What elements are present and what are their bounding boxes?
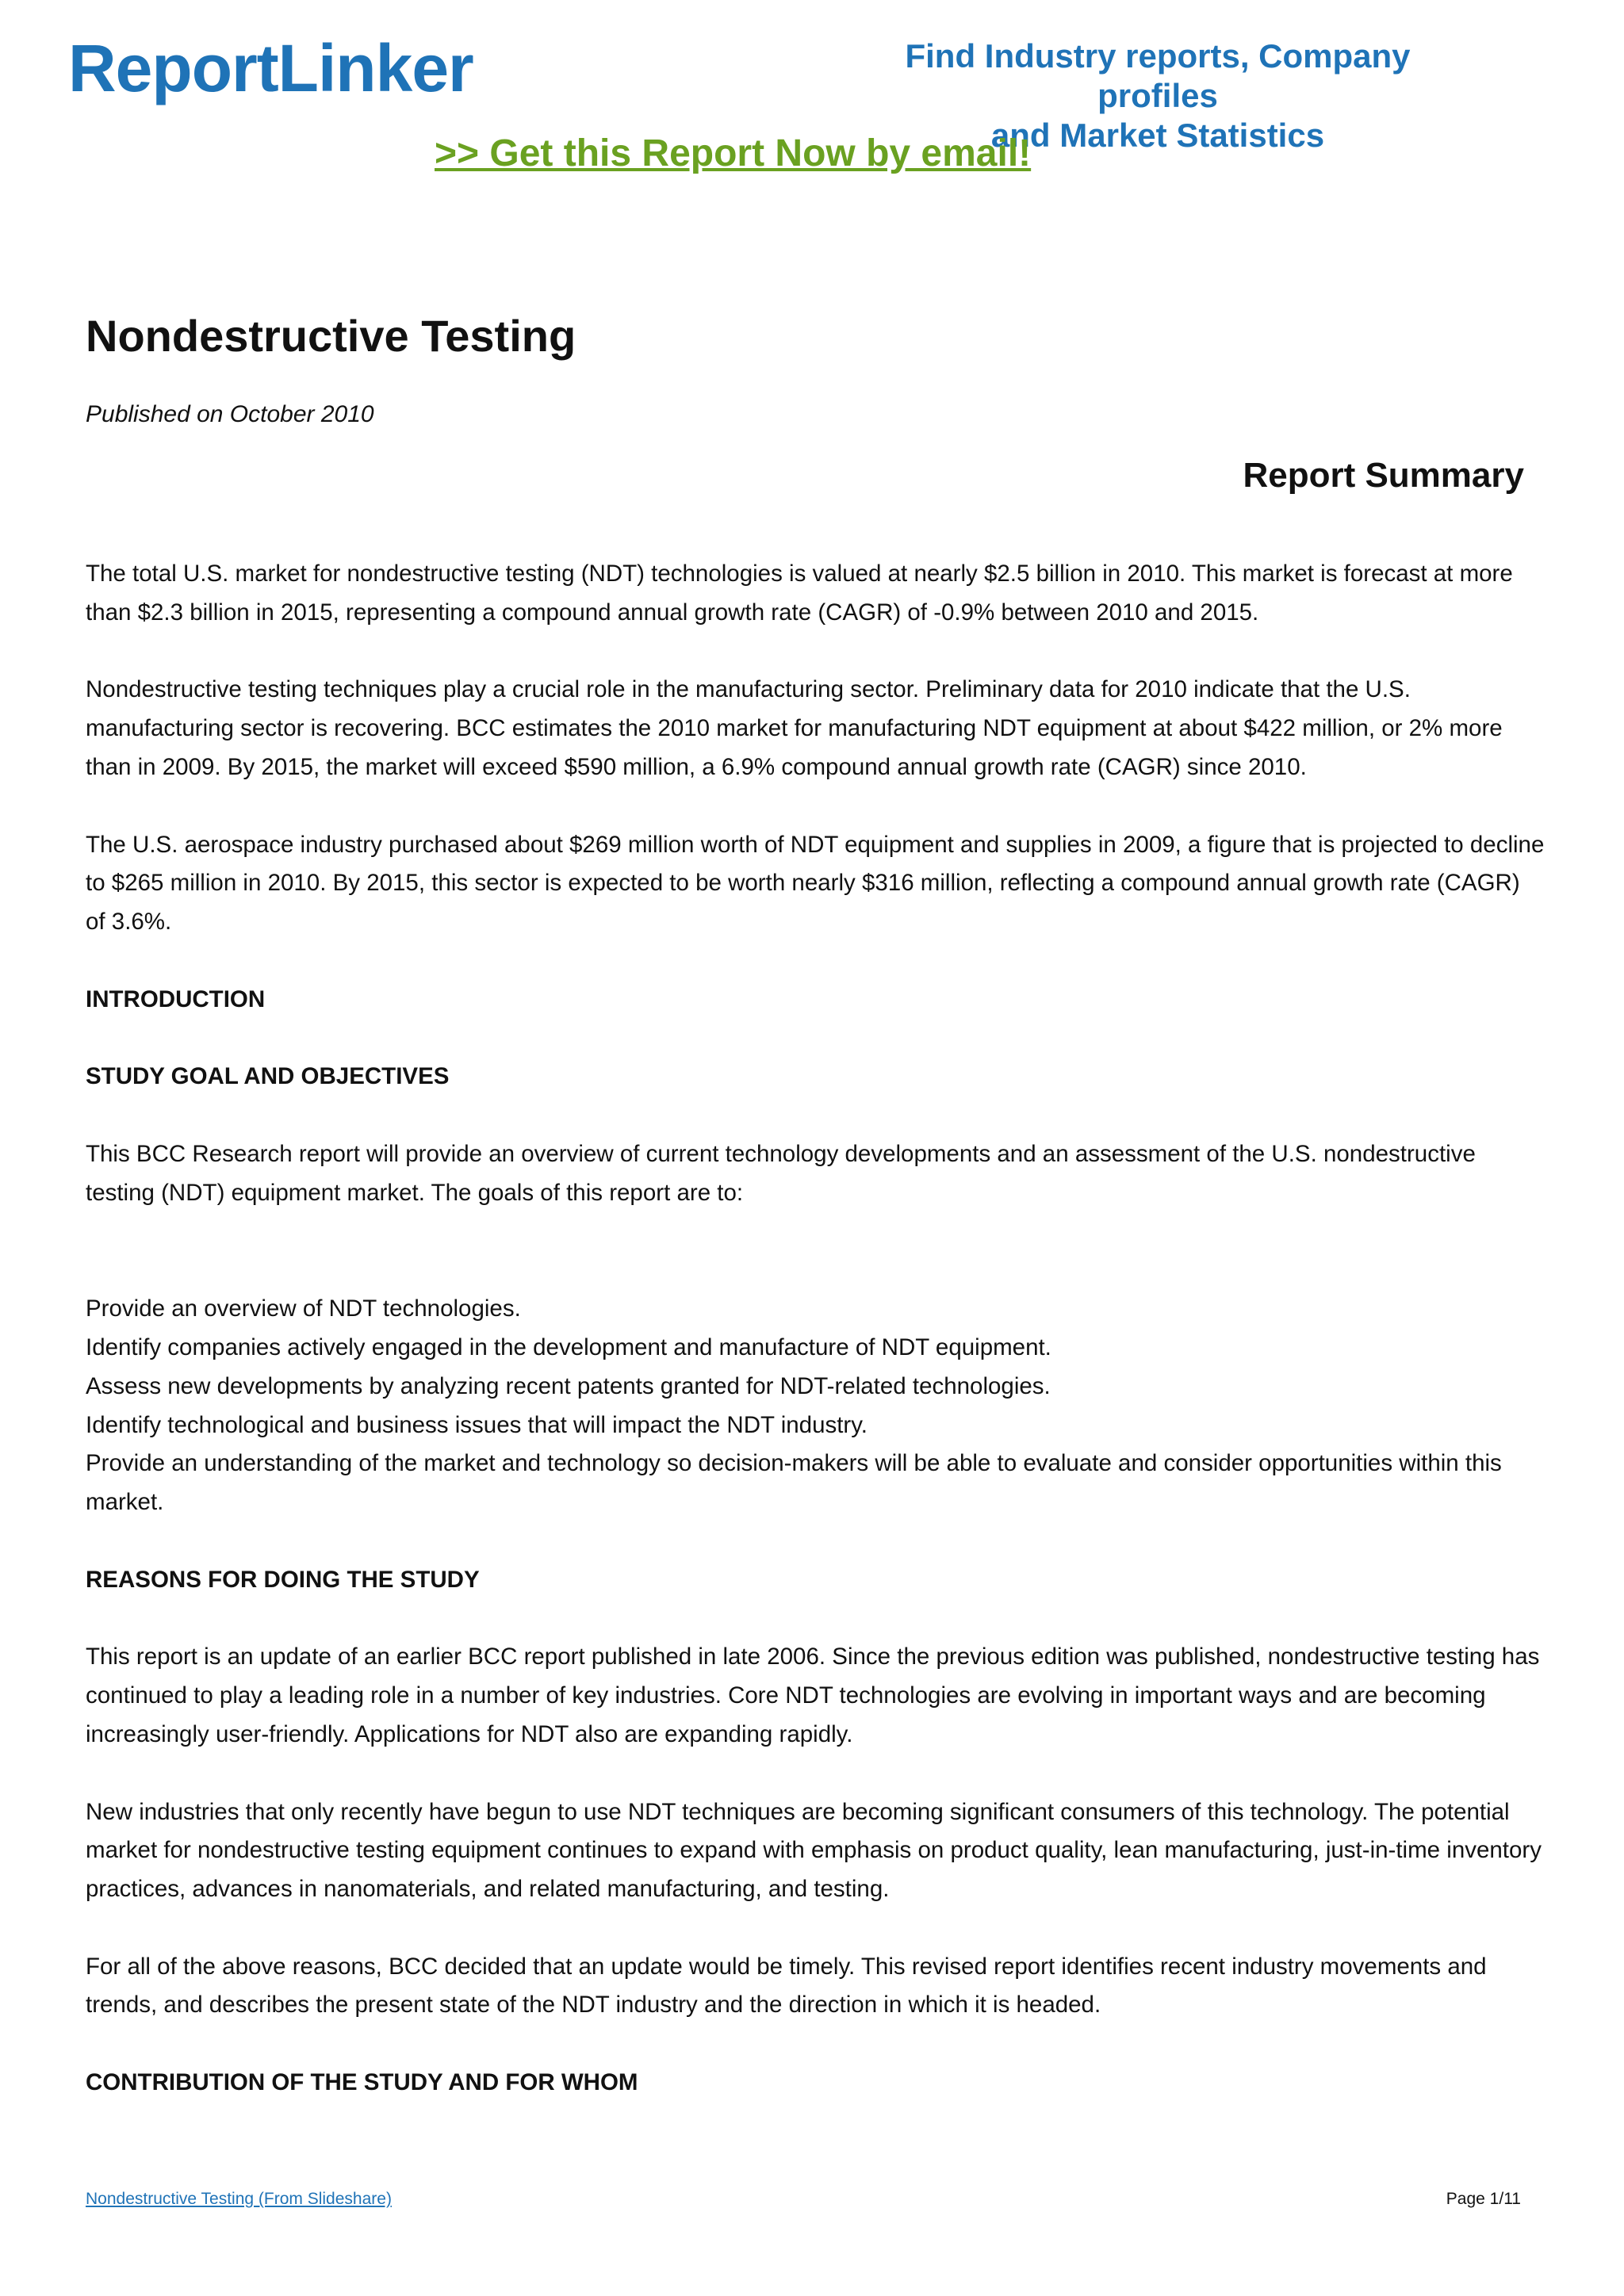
report-title: Nondestructive Testing bbox=[86, 311, 576, 361]
paragraph-reasons-summary: For all of the above reasons, BCC decided that an update would be timely. This revised report identifies recent industry movements and trends, and describes the present state of the NDT industry and the direction in which it is headed. bbox=[86, 1953, 1487, 2019]
report-summary-heading: Report Summary bbox=[1243, 456, 1524, 495]
heading-introduction: INTRODUCTION bbox=[86, 985, 266, 1012]
tagline-line-2: and Market Statistics bbox=[990, 117, 1325, 154]
goal-item: Identify companies actively engaged in the development and manufacture of NDT equipment. bbox=[86, 1334, 1051, 1360]
heading-contribution: CONTRIBUTION OF THE STUDY AND FOR WHOM bbox=[86, 2069, 638, 2096]
paragraph-goals-intro: This BCC Research report will provide an overview of current technology developments and an assessment of the U.S. nondestructive testing (NDT) equipment market. The goals of this report are to: bbox=[86, 1140, 1476, 1206]
paragraph-update: This report is an update of an earlier BCC report published in late 2006. Since the previous edition was published, nondestructive testing has continued to play a leading role in a number of key industries. Core NDT technologies are evolving in important ways and are becoming increasingly user-friendly. Applications for NDT also are expanding rapidly. bbox=[86, 1644, 1540, 1747]
paragraph-new-industries: New industries that only recently have begun to use NDT techniques are becoming significant consumers of this technology. The potential market for nondestructive testing equipment continues to expand with emphasis on product quality, lean manufacturing, just-in-time inventory practices, advances in nanomaterials, and related manufacturing, and testing. bbox=[86, 1798, 1542, 1903]
paragraph-aerospace: The U.S. aerospace industry purchased about $269 million worth of NDT equipment and supplies in 2009, a figure that is projected to decline to $265 million in 2010. By 2015, this sector is expected to be worth nearly $316 million, reflecting a compound annual growth rate (CAGR) of 3.6%. bbox=[86, 831, 1545, 936]
spacer bbox=[86, 1251, 1545, 1290]
reportlinker-logo[interactable]: ReportLinker bbox=[68, 31, 473, 105]
spacer bbox=[86, 1522, 1545, 1561]
page-number: Page 1/11 bbox=[1446, 2190, 1521, 2208]
goal-item: Provide an overview of NDT technologies. bbox=[86, 1295, 521, 1322]
report-body bbox=[86, 555, 1545, 2141]
heading-reasons: REASONS FOR DOING THE STUDY bbox=[86, 1566, 480, 1593]
footer-source-link[interactable]: Nondestructive Testing (From Slideshare) bbox=[86, 2190, 392, 2208]
goals-list bbox=[86, 1290, 1545, 1522]
goal-item: Assess new developments by analyzing recent patents granted for NDT-related technologies. bbox=[86, 1372, 1051, 1399]
goal-item: Identify technological and business issues that will impact the NDT industry. bbox=[86, 1411, 868, 1438]
tagline-line-1: Find Industry reports, Company profiles bbox=[905, 37, 1411, 114]
goal-item: Provide an understanding of the market and technology so decision-makers will be able to evaluate and consider opportunities within this market. bbox=[86, 1450, 1502, 1516]
published-date: Published on October 2010 bbox=[86, 401, 374, 427]
paragraph-manufacturing: Nondestructive testing techniques play a crucial role in the manufacturing sector. Preliminary data for 2010 indicate that the U.S. manufacturing sector is recovering. BCC estimates the 2010 market for manufacturing NDT equipment at about $422 million, or 2% more than in 2009. By 2015, the market will exceed $590 million, a 6.9% compound annual growth rate (CAGR) since 2010. bbox=[86, 676, 1503, 780]
get-report-link[interactable]: >> Get this Report Now by email! bbox=[435, 132, 1032, 174]
paragraph-market-total: The total U.S. market for nondestructive testing (NDT) technologies is valued at nearly $2.5 billion in 2010. This market is forecast at more than $2.3 billion in 2015, representing a compound annual growth rate (CAGR) of -0.9% between 2010 and 2015. bbox=[86, 561, 1513, 626]
heading-study-goal: STUDY GOAL AND OBJECTIVES bbox=[86, 1063, 450, 1090]
